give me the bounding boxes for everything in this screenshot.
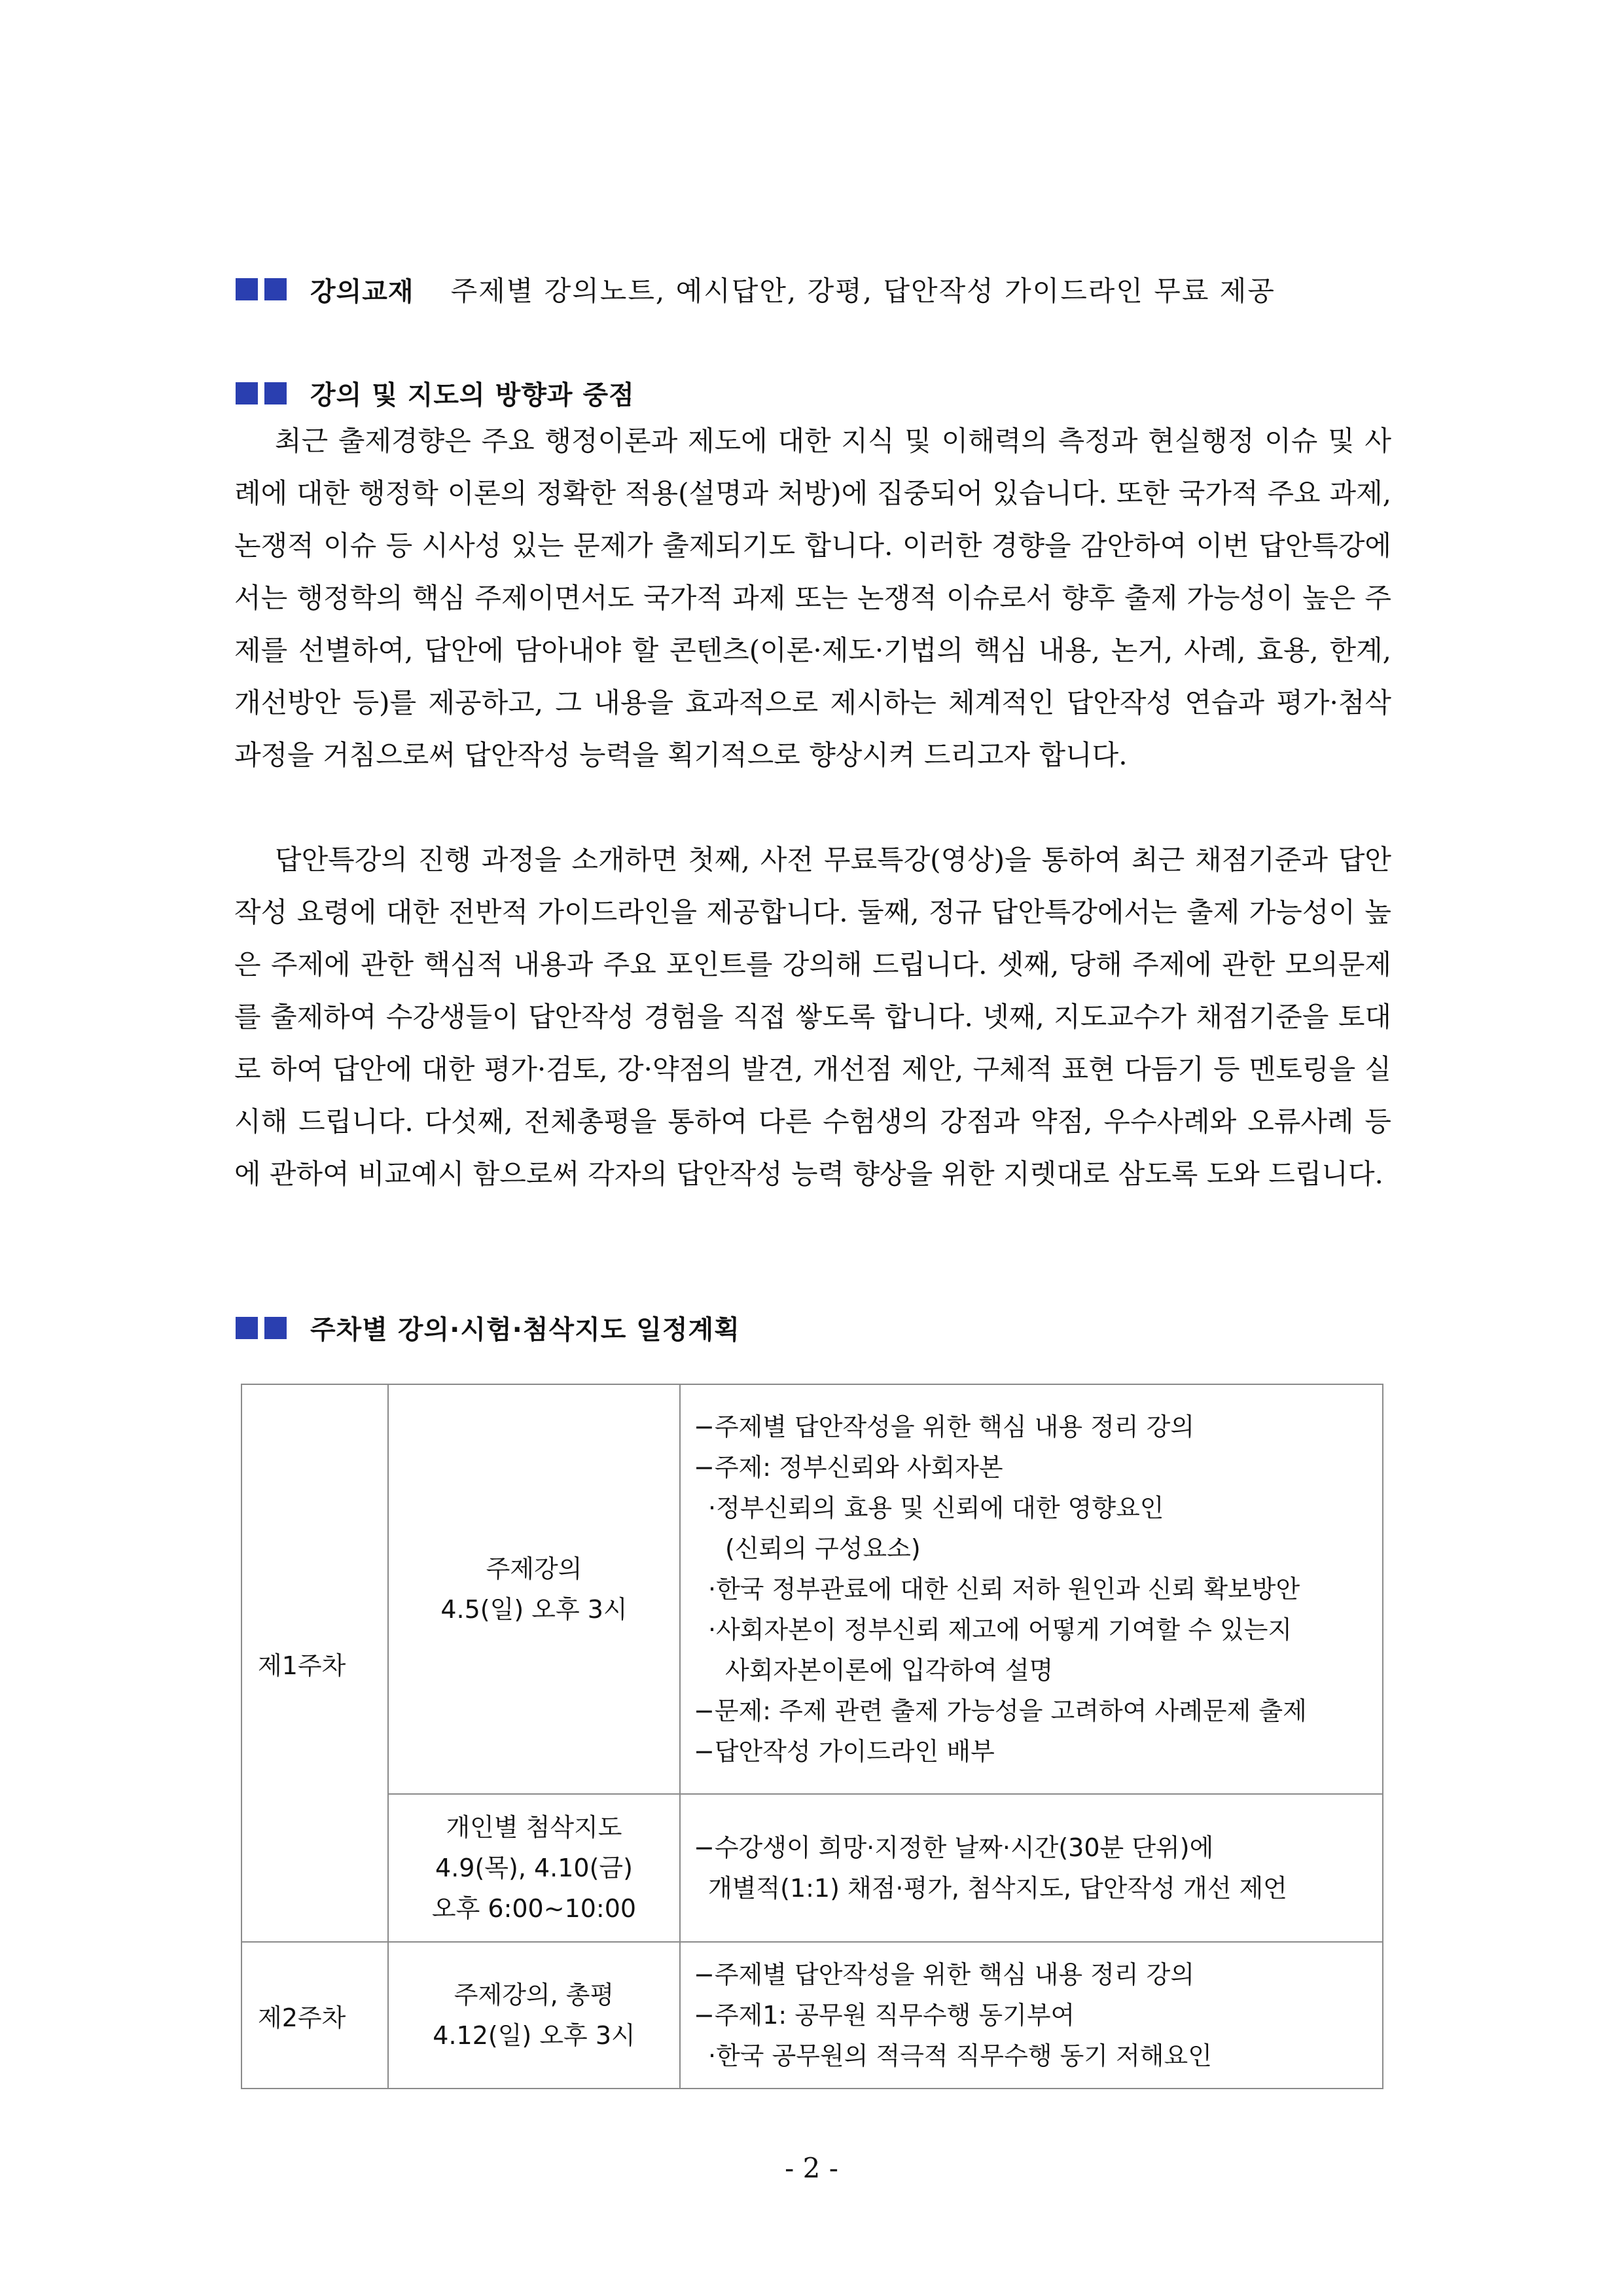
week1-coaching-dates: 4.9(목), 4.10(금)	[435, 1854, 633, 1882]
week2-lecture-time: 4.12(일) 오후 3시	[433, 2021, 635, 2050]
direction-heading	[236, 374, 635, 412]
table-row	[241, 1942, 1383, 2089]
week1-label: 제1주차	[241, 1384, 388, 1942]
list-item: 사회자본이론에 입각하여 설명	[725, 1656, 1054, 1685]
week1-lecture-cell	[388, 1384, 680, 1794]
list-item: −주제별 답안작성을 위한 핵심 내용 정리 강의	[694, 1412, 1195, 1441]
list-item: −답안작성 가이드라인 배부	[694, 1737, 995, 1766]
materials-heading	[236, 270, 1275, 309]
week1-lecture-time: 4.5(일) 오후 3시	[440, 1595, 628, 1624]
list-item: ·정부신뢰의 효용 및 신뢰에 대한 영향요인	[708, 1494, 1164, 1522]
table-row	[241, 1794, 1383, 1942]
week2-lecture-type: 주제강의, 총평	[454, 1981, 615, 2009]
week1-coaching-time: 오후 6:00~10:00	[431, 1894, 637, 1923]
week2-lecture-cell	[388, 1942, 680, 2089]
direction-paragraph-1	[234, 415, 1391, 781]
direction-paragraph-2	[234, 834, 1391, 1200]
week1-coaching-cell	[388, 1794, 680, 1942]
week1-coaching-content	[680, 1794, 1383, 1942]
table-row	[241, 1384, 1383, 1794]
list-item: (신뢰의 구성요소)	[725, 1534, 921, 1563]
heading-square-icon	[236, 382, 258, 404]
week1-lecture-content	[680, 1384, 1383, 1794]
heading-square-icon	[264, 1317, 287, 1339]
week1-coaching-type: 개인별 첨삭지도	[446, 1813, 622, 1842]
direction-paragraph-1-text: 최근 출제경향은 주요 행정이론과 제도에 대한 지식 및 이해력의 측정과 현실행정 이슈 및 사례에 대한 행정학 이론의 정확한 적용(설명과 처방)에 집중되어 있습니다. 또한 국가적 주요 과제, 논쟁적 이슈 등 시사성 있는 문제가 출제되기도 합니다. 이러한 경향을 감안하여 이번 답안특강에서는 행정학의 핵심 주제이면서도 국가적 과제 또는 논쟁적 이슈로서 향후 출제 가능성이 높은 주제를 선별하여, 답안에 담아내야 할 콘텐츠(이론·제도·기법의 핵심 내용, 논거, 사례, 효용, 한계, 개선방안 등)를 제공하고, 그 내용을 효과적으로 제시하는 체계적인 답안작성 연습과 평가·첨삭 과정을 거침으로써 답안작성 능력을 획기적으로 향상시켜 드리고자 합니다.	[234, 425, 1391, 771]
list-item: −수강생이 희망·지정한 날짜·시간(30분 단위)에	[694, 1833, 1214, 1862]
page-number: - 2 -	[785, 2152, 838, 2184]
list-item: ·한국 공무원의 적극적 직무수행 동기 저해요인	[708, 2041, 1212, 2070]
schedule-title: 주차별 강의·시험·첨삭지도 일정계획	[310, 1315, 740, 1345]
week2-lecture-content	[680, 1942, 1383, 2089]
list-item: −주제별 답안작성을 위한 핵심 내용 정리 강의	[694, 1960, 1195, 1989]
schedule-table	[241, 1384, 1383, 2089]
heading-square-icon	[236, 1317, 258, 1339]
heading-square-icon	[236, 278, 258, 300]
schedule-heading	[236, 1309, 740, 1346]
list-item: ·사회자본이 정부신뢰 제고에 어떻게 기여할 수 있는지	[708, 1615, 1293, 1644]
materials-title: 강의교재	[310, 276, 414, 307]
list-item: −주제: 정부신뢰와 사회자본	[694, 1453, 1003, 1482]
heading-square-icon	[264, 382, 287, 404]
direction-paragraph-2-text: 답안특강의 진행 과정을 소개하면 첫째, 사전 무료특강(영상)을 통하여 최근 채점기준과 답안작성 요령에 대한 전반적 가이드라인을 제공합니다. 둘째, 정규 답안특강에서는 출제 가능성이 높은 주제에 관한 핵심적 내용과 주요 포인트를 강의해 드립니다. 셋째, 당해 주제에 관한 모의문제를 출제하여 수강생들이 답안작성 경험을 직접 쌓도록 합니다. 넷째, 지도교수가 채점기준을 토대로 하여 답안에 대한 평가·검토, 강·약점의 발견, 개선점 제안, 구체적 표현 다듬기 등 멘토링을 실시해 드립니다. 다섯째, 전체총평을 통하여 다른 수험생의 강점과 약점, 우수사례와 오류사례 등에 관하여 비교예시 함으로써 각자의 답안작성 능력 향상을 위한 지렛대로 삼도록 도와 드립니다.	[234, 844, 1391, 1190]
heading-square-icon	[264, 278, 287, 300]
direction-title: 강의 및 지도의 방향과 중점	[310, 380, 635, 410]
week1-lecture-type: 주제강의	[486, 1554, 582, 1583]
list-item: ·한국 정부관료에 대한 신뢰 저하 원인과 신뢰 확보방안	[708, 1575, 1300, 1604]
list-item: −문제: 주제 관련 출제 가능성을 고려하여 사례문제 출제	[694, 1696, 1307, 1725]
week2-label: 제2주차	[241, 1942, 388, 2089]
materials-description: 주제별 강의노트, 예시답안, 강평, 답안작성 가이드라인 무료 제공	[450, 275, 1275, 307]
list-item: −주제1: 공무원 직무수행 동기부여	[694, 2001, 1075, 2030]
list-item: 개별적(1:1) 채점·평가, 첨삭지도, 답안작성 개선 제언	[708, 1874, 1287, 1903]
